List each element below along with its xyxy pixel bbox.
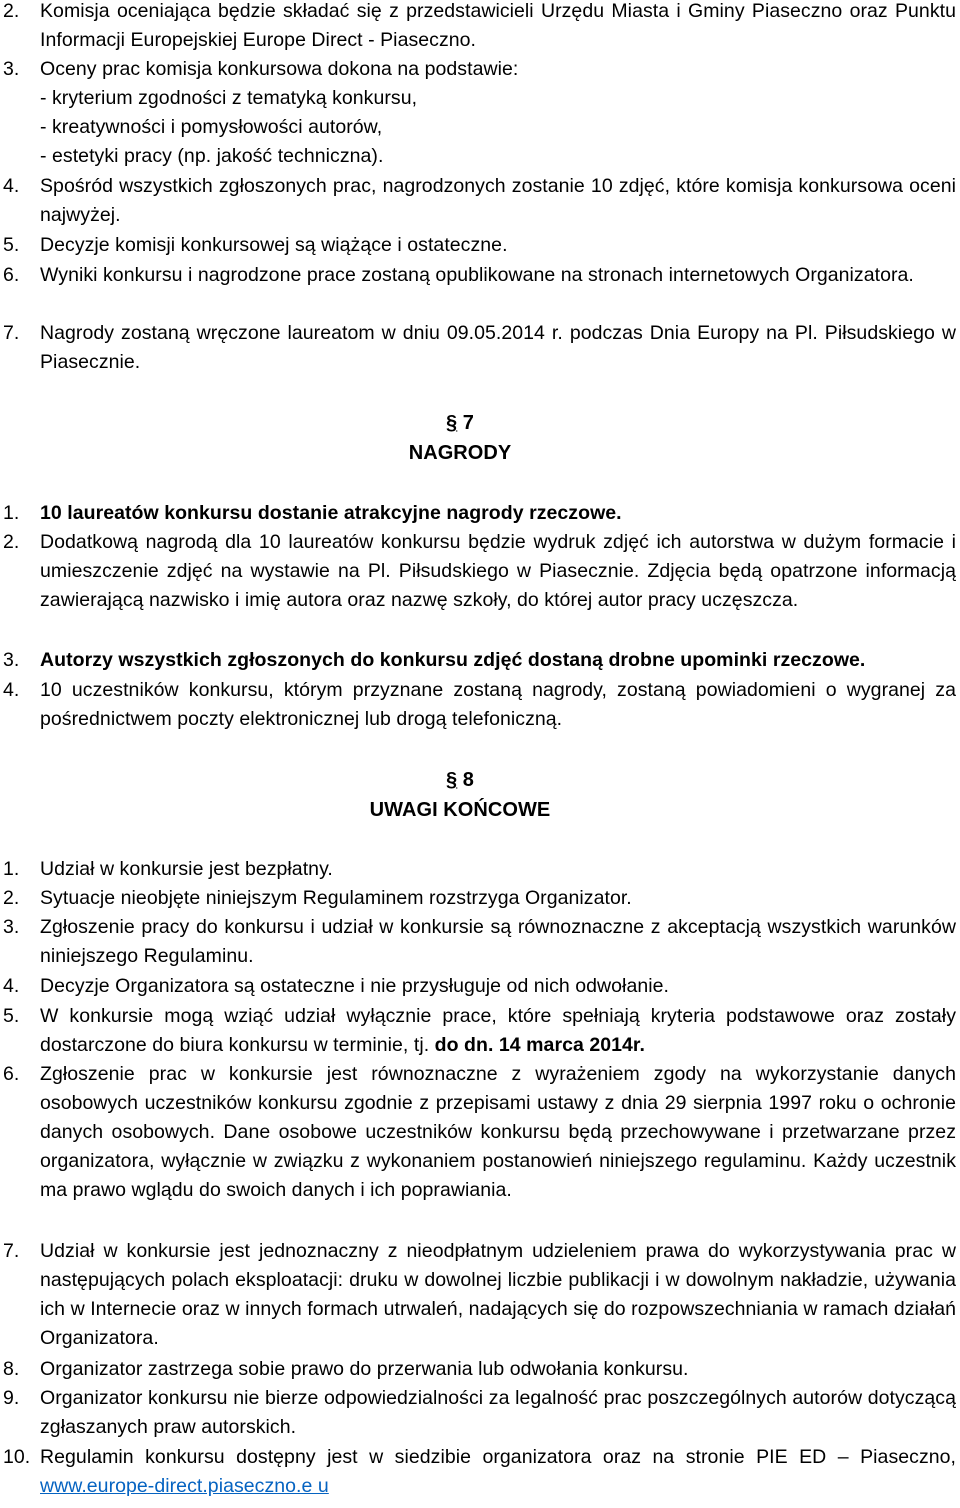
- item-text: 10 uczestników konkursu, którym przyznane zostaną nagrody, zostaną powiadomieni o wygranej za pośrednictwem poczty elektronicznej lub drogą telefoniczną.: [40, 679, 956, 730]
- item-number: 2.: [3, 887, 20, 909]
- item-number: 5.: [3, 1005, 20, 1027]
- list-item: [3, 261, 956, 290]
- list-item: [3, 1060, 956, 1205]
- list-item: [3, 972, 956, 1001]
- list-item: [3, 528, 956, 615]
- item-number: 5.: [3, 234, 20, 256]
- item-text: Wyniki konkursu i nagrodzone prace zostaną opublikowane na stronach internetowych Organizatora.: [40, 264, 914, 286]
- item-number: 6.: [3, 1063, 20, 1085]
- list-item: [3, 646, 956, 675]
- list-item: [3, 172, 956, 230]
- item-number: 8.: [3, 1358, 20, 1380]
- item-text: Zgłoszenie prac w konkursie jest równoznaczne z wyrażeniem zgody na wykorzystanie danych osobowych uczestników konkursu zgodnie z przepisami ustawy z dnia 29 sierpnia 1997 roku o ochronie danych osobowych. Dane osobowe uczestników konkursu będą przechowywane i przetwarzane przez organizatora, wyłącznie w związku z wykonaniem postanowień niniejszego regulaminu. Każdy uczestnik ma prawo wglądu do swoich danych i ich poprawiania.: [40, 1063, 956, 1201]
- item-text: Spośród wszystkich zgłoszonych prac, nagrodzonych zostanie 10 zdjęć, które komisja konkursowa oceni najwyżej.: [40, 175, 956, 226]
- item-text: Autorzy wszystkich zgłoszonych do konkursu zdjęć dostaną drobne upominki rzeczowe.: [40, 649, 866, 671]
- list-item: [3, 1002, 956, 1060]
- list-item: [3, 55, 956, 171]
- list-item: [3, 1384, 956, 1442]
- item-text: Dodatkową nagrodą dla 10 laureatów konkursu będzie wydruk zdjęć ich autorstwa w dużym formacie i umieszczenie zdjęć na wystawie na Pl. Piłsudskiego w Piasecznie. Zdjęcia będą opatrzone informacją zawierającą nazwisko i imię autora oraz nazwę szkoły, do której autor pracy uczęszcza.: [40, 531, 956, 611]
- item-number: 1.: [3, 502, 20, 524]
- item-line: Oceny prac komisja konkursowa dokona na podstawie:: [40, 58, 519, 80]
- item-number: 3.: [3, 649, 20, 671]
- list-item: [3, 1355, 956, 1384]
- item-text: Nagrody zostaną wręczone laureatom w dniu 09.05.2014 r. podczas Dnia Europy na Pl. Piłsudskiego w Piasecznie.: [40, 322, 956, 373]
- item-number: 3.: [3, 916, 20, 938]
- item-text: Decyzje komisji konkursowej są wiążące i ostateczne.: [40, 234, 508, 256]
- item-number: 7.: [3, 322, 20, 344]
- list-item: [3, 319, 956, 377]
- item-number: 9.: [3, 1387, 20, 1409]
- item-number: 10.: [3, 1446, 31, 1468]
- list-item: [3, 913, 956, 971]
- paragraph-mark: §: [446, 412, 458, 434]
- item-text: Komisja oceniająca będzie składać się z przedstawicieli Urzędu Miasta i Gminy Piaseczno oraz Punktu Informacji Europejskiej Europe Direct - Piaseczno.: [40, 0, 956, 51]
- section-7-number: § 7: [446, 412, 474, 434]
- item-line: - kreatywności i pomysłowości autorów,: [40, 116, 383, 138]
- list-item: [3, 231, 956, 260]
- item-number: 4.: [3, 975, 20, 997]
- website-link[interactable]: www.europe-direct.piaseczno.e u: [40, 1475, 329, 1497]
- item-number: 3.: [3, 58, 20, 80]
- item-number: 2.: [3, 0, 20, 22]
- section-7-title: NAGRODY: [408, 442, 512, 464]
- list-item: [3, 0, 956, 55]
- item-text: Sytuacje nieobjęte niniejszym Regulaminem rozstrzyga Organizator.: [40, 887, 632, 909]
- item-line: - kryterium zgodności z tematyką konkursu,: [40, 87, 418, 109]
- list-item: [3, 1443, 956, 1501]
- item-text: Organizator zastrzega sobie prawo do przerwania lub odwołania konkursu.: [40, 1358, 689, 1380]
- item-text: [40, 55, 956, 171]
- paragraph-mark: §: [446, 769, 458, 791]
- item-text: 10 laureatów konkursu dostanie atrakcyjne nagrody rzeczowe.: [40, 502, 622, 524]
- item-number: 2.: [3, 531, 20, 553]
- item-number: 7.: [3, 1240, 20, 1262]
- section-8-title: UWAGI KOŃCOWE: [369, 799, 551, 821]
- item-text: Zgłoszenie pracy do konkursu i udział w konkursie są równoznaczne z akceptacją wszystkich warunków niniejszego Regulaminu.: [40, 916, 956, 967]
- list-item: [3, 884, 956, 913]
- item-text: Decyzje Organizatora są ostateczne i nie przysługuje od nich odwołanie.: [40, 975, 669, 997]
- item-text: W konkursie mogą wziąć udział wyłącznie prace, które spełniają kryteria podstawowe oraz zostały dostarczone do biura konkursu w terminie, tj. do dn. 14 marca 2014r.: [40, 1005, 956, 1056]
- item-text: Udział w konkursie jest bezpłatny.: [40, 858, 333, 880]
- list-item: [3, 499, 956, 528]
- item-line: - estetyki pracy (np. jakość techniczna).: [40, 145, 384, 167]
- item-number: 6.: [3, 264, 20, 286]
- deadline: do dn. 14 marca 2014r.: [434, 1034, 645, 1056]
- item-number: 4.: [3, 175, 20, 197]
- item-number: 1.: [3, 858, 20, 880]
- list-item: [3, 855, 956, 884]
- item-text: Organizator konkursu nie bierze odpowiedzialności za legalność prac poszczególnych autorów dotyczącą zgłaszanych praw autorskich.: [40, 1387, 956, 1438]
- list-item: [3, 1237, 956, 1353]
- item-text: Udział w konkursie jest jednoznaczny z nieodpłatnym udzieleniem prawa do wykorzystywania prac w następujących polach eksploatacji: druku w dowolnej liczbie publikacji i w dowolnym nakładzie, używania ich w Internecie oraz w innych formach utrwaleń, nadających się do rozpowszechniania w ramach działań Organizatora.: [40, 1240, 956, 1349]
- item-text: Regulamin konkursu dostępny jest w siedzibie organizatora oraz na stronie PIE ED – Piaseczno, www.europe-direct.piaseczno.e u: [40, 1446, 956, 1497]
- item-number: 4.: [3, 679, 20, 701]
- list-item: [3, 676, 956, 734]
- section-8-number: § 8: [446, 769, 474, 791]
